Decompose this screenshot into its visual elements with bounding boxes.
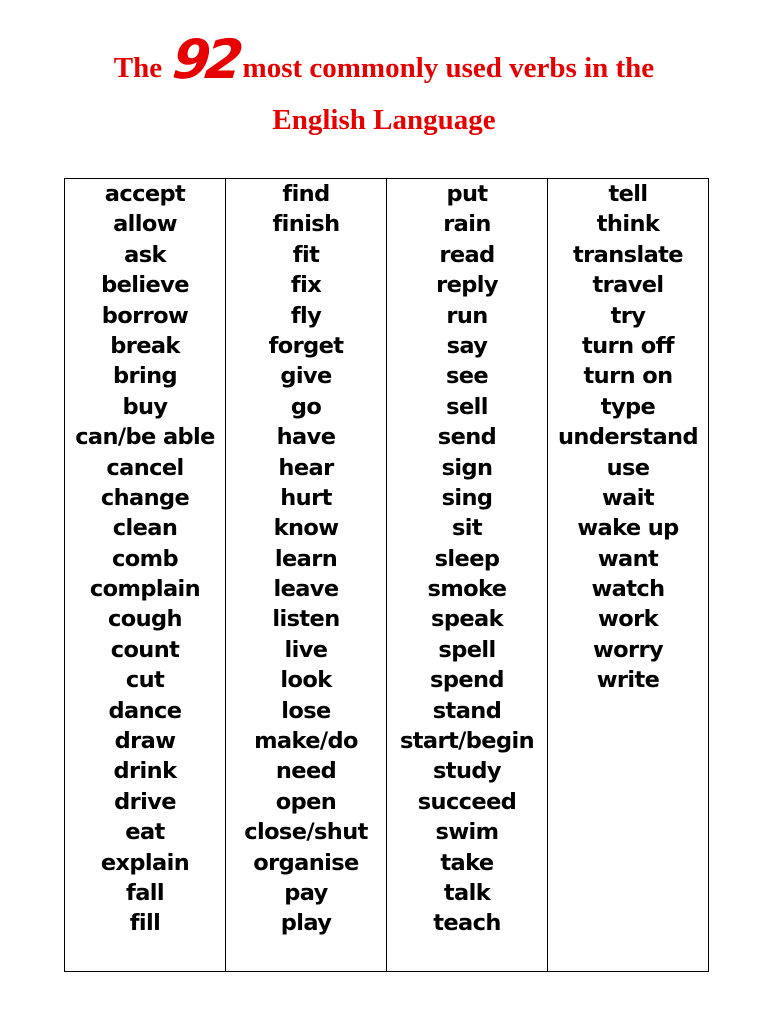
verb-item: pay [284,879,328,906]
verb-item: complain [89,576,201,603]
verb-item: turn off [582,332,674,359]
verb-item: worry [592,636,664,663]
verb-item: dance [108,697,182,724]
verb-item: tell [608,181,648,207]
verb-item: travel [592,272,664,299]
verb-item: spell [438,636,496,663]
verb-item: listen [272,606,340,633]
verb-item: want [597,545,659,572]
verb-item: give [280,363,332,390]
verb-item: know [273,515,339,542]
verb-item: rain [443,211,491,238]
verb-item: take [440,849,494,876]
verb-item: make/do [254,728,358,755]
verb-item: fly [290,302,322,329]
title-middle: most commonly used verbs in the [242,52,655,84]
verb-item: drink [113,758,177,785]
verb-item: sing [441,484,493,511]
verb-item: cough [108,606,182,633]
verb-item: find [282,181,330,207]
verb-item: sell [446,393,488,420]
verb-item: hear [278,454,334,481]
verb-item: try [610,302,646,329]
verb-table-row [65,179,709,972]
verb-item: write [596,667,660,694]
verb-item: can/be able [75,424,215,451]
verb-item: clean [112,515,178,542]
verb-item: drive [114,788,176,815]
verb-item: eat [125,819,165,846]
verb-item: fit [292,241,320,268]
verb-item: explain [100,849,190,876]
verb-item: allow [113,211,177,238]
verb-item: buy [122,393,168,420]
verb-item: run [446,302,488,329]
verb-item: look [280,667,332,694]
verb-item: swim [435,819,499,846]
verb-column-2 [226,179,387,972]
verb-item: borrow [101,302,189,329]
verb-item: see [445,363,489,390]
verb-column-1 [65,179,226,972]
verb-item: hurt [280,484,332,511]
verb-item: use [606,454,650,481]
verb-item: put [446,181,488,207]
title-number: 92 [170,28,242,91]
verb-item: translate [573,241,683,268]
verb-item: send [437,424,497,451]
verb-item: wait [601,484,655,511]
verb-item: change [100,484,190,511]
verb-item: watch [591,576,665,603]
verb-item: count [110,636,180,663]
verb-item: start/begin [399,728,534,755]
verb-item: talk [443,879,491,906]
verb-item: accept [104,181,186,207]
verb-item: learn [274,545,338,572]
verb-item: play [280,910,332,937]
verb-table [64,178,709,972]
verb-item: wake up [577,515,679,542]
verb-item: leave [273,576,339,603]
verb-item: sleep [434,545,500,572]
verb-item: stand [432,697,502,724]
verb-item: live [284,636,328,663]
verb-item: teach [433,910,501,937]
title-line-2: English Language [272,104,496,136]
verb-item: understand [558,424,698,451]
verb-item: turn on [583,363,673,390]
verb-item: close/shut [244,819,368,846]
verb-item: cut [125,667,165,694]
verb-item: say [446,332,488,359]
verb-item: succeed [417,788,517,815]
verb-item: believe [101,272,189,299]
verb-item: fall [126,879,164,906]
verb-item: break [110,332,180,359]
verb-list [548,179,708,696]
verb-item: work [598,606,658,633]
verb-list [387,179,547,939]
document-title [0,28,768,146]
verb-item: sit [451,515,483,542]
verb-item: have [276,424,336,451]
verb-item: organise [253,849,359,876]
verb-item: reply [436,272,498,299]
verb-item: fix [290,272,322,299]
verb-item: study [433,758,501,785]
verb-item: need [275,758,337,785]
verb-item: smoke [427,576,507,603]
verb-list [226,179,386,939]
verb-item: bring [112,363,178,390]
verb-item: open [275,788,337,815]
verb-column-4 [548,179,709,972]
verb-item: lose [281,697,331,724]
verb-item: ask [124,241,166,268]
verb-item: cancel [106,454,184,481]
verb-list [65,179,225,939]
verb-item: go [290,393,322,420]
verb-item: sign [441,454,493,481]
verb-item: draw [114,728,176,755]
verb-item: finish [272,211,340,238]
verb-item: speak [431,606,503,633]
verb-item: type [600,393,656,420]
verb-item: read [439,241,495,268]
verb-column-3 [387,179,548,972]
title-line-1 [0,28,768,94]
title-prefix: The [113,52,163,84]
verb-item: forget [268,332,344,359]
verb-item: spend [430,667,504,694]
verb-item: comb [112,545,178,572]
verb-item: think [596,211,660,238]
verb-item: fill [129,910,161,937]
